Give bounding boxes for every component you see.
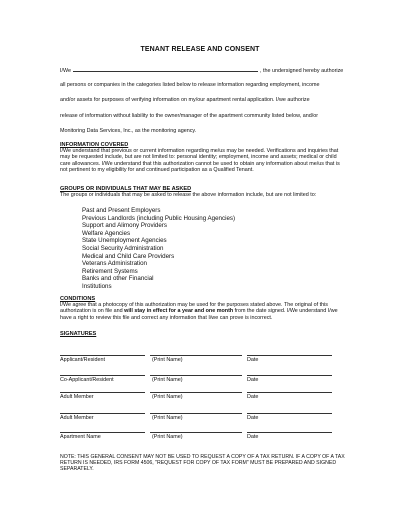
- list-item: Banks and other Financial: [82, 275, 154, 283]
- date-line[interactable]: [247, 413, 332, 414]
- list-item: Veterans Administration: [82, 260, 148, 268]
- list-item: Medical and Child Care Providers: [82, 252, 175, 260]
- conditions-text-b: from the date signed. I/We understand I/we have a right to review this file and correct any information that I/we can prove is incorrect.: [60, 308, 338, 321]
- intro-line-2: all persons or companies in the categories listed below to release information regarding employment, income: [60, 82, 320, 88]
- signature-row-label: Co-Applicant/Resident: [60, 377, 114, 383]
- print-name-label: (Print Name): [152, 357, 183, 363]
- signature-row-apartment: [60, 432, 340, 444]
- intro-line-3: and/or assets for purposes of verifying information on my/our apartment rental application. I/we authorize: [60, 97, 310, 103]
- date-line[interactable]: [247, 432, 332, 433]
- list-item: State Unemployment Agencies: [82, 237, 167, 245]
- information-covered-body: I/We understand that previous or current information regarding me/us may be needed. Verifications and inquiries that may be requested include, but are not limited to: personal identity; employment, income and assets; medical or child care allowances. I/We understand that this authorization cannot be used to obtain any information about me/us that is not pertinent to my eligibility for and continued participation as a Qualified Tenant.: [60, 148, 340, 173]
- list-item: Support and Alimony Providers: [82, 222, 167, 230]
- date-label: Date: [247, 394, 259, 400]
- print-name-line[interactable]: [150, 355, 242, 356]
- list-item: Welfare Agencies: [82, 229, 131, 237]
- print-name-line[interactable]: [150, 375, 242, 376]
- list-item: Institutions: [82, 282, 112, 290]
- signature-row-adult-member-1: [60, 392, 340, 404]
- print-name-label: (Print Name): [152, 415, 183, 421]
- conditions-text-a: I/We agree that a photocopy of this authorization may be used for the purposes stated above. The original of this authorization is on file and: [60, 302, 328, 315]
- intro-line-4: release of information without liability to the owner/manager of the apartment community listed below, and/or: [60, 113, 318, 119]
- information-covered-heading: INFORMATION COVERED: [60, 142, 129, 148]
- print-name-label: (Print Name): [152, 394, 183, 400]
- list-item: Past and Present Employers: [82, 207, 161, 214]
- print-name-line[interactable]: [150, 413, 242, 414]
- intro-line-5: Monitoring Data Services, Inc., as the monitoring agency.: [60, 128, 197, 134]
- signature-line[interactable]: [60, 355, 145, 356]
- signature-row-applicant: [60, 355, 340, 367]
- date-line[interactable]: [247, 392, 332, 393]
- we-prefix: I/We: [60, 68, 71, 74]
- signature-row-label: Adult Member: [60, 415, 94, 421]
- signatures-heading: SIGNATURES: [60, 331, 97, 337]
- tax-return-note: NOTE: THIS GENERAL CONSENT MAY NOT BE USED TO REQUEST A COPY OF A TAX RETURN. IF A COPY OF A TAX RETURN IS NEEDED, IRS FORM 4506, "REQUEST FOR COPY OF TAX FORM" MUST BE PREPARED AND SIGNED SEPARATELY.: [60, 454, 345, 473]
- signature-line[interactable]: [60, 413, 145, 414]
- intro-line-1: [60, 67, 343, 74]
- conditions-body: [60, 302, 345, 321]
- print-name-label: (Print Name): [152, 377, 183, 383]
- form-title: TENANT RELEASE AND CONSENT: [140, 46, 260, 53]
- list-item: Previous Landlords (including Public Housing Agencies): [82, 214, 236, 222]
- signature-row-label: Apartment Name: [60, 434, 101, 440]
- date-label: Date: [247, 434, 259, 440]
- signature-row-co-applicant: [60, 375, 340, 387]
- groups-list: [82, 207, 235, 291]
- signature-line[interactable]: [60, 375, 145, 376]
- signature-row-label: Adult Member: [60, 394, 94, 400]
- print-name-line[interactable]: [150, 392, 242, 393]
- signature-row-adult-member-2: [60, 413, 340, 425]
- we-suffix: , the undersigned hereby authorize: [259, 68, 344, 74]
- conditions-bold-text: will stay in effect for a year and one month: [124, 308, 234, 315]
- list-item: Social Security Administration: [82, 244, 164, 252]
- signature-row-label: Applicant/Resident: [60, 357, 105, 363]
- tenant-name-field[interactable]: [73, 67, 258, 72]
- conditions-heading: CONDITIONS: [60, 296, 96, 302]
- list-item: Retirement Systems: [82, 267, 138, 275]
- groups-intro: The groups or individuals that may be asked to release the above information include, but are not limited to:: [60, 192, 317, 198]
- date-line[interactable]: [247, 375, 332, 376]
- date-label: Date: [247, 377, 259, 383]
- groups-heading: GROUPS OR INDIVIDUALS THAT MAY BE ASKED: [60, 186, 192, 192]
- print-name-label: (Print Name): [152, 434, 183, 440]
- date-line[interactable]: [247, 355, 332, 356]
- date-label: Date: [247, 357, 259, 363]
- signature-line[interactable]: [60, 432, 145, 433]
- date-label: Date: [247, 415, 259, 421]
- print-name-line[interactable]: [150, 432, 242, 433]
- signature-line[interactable]: [60, 392, 145, 393]
